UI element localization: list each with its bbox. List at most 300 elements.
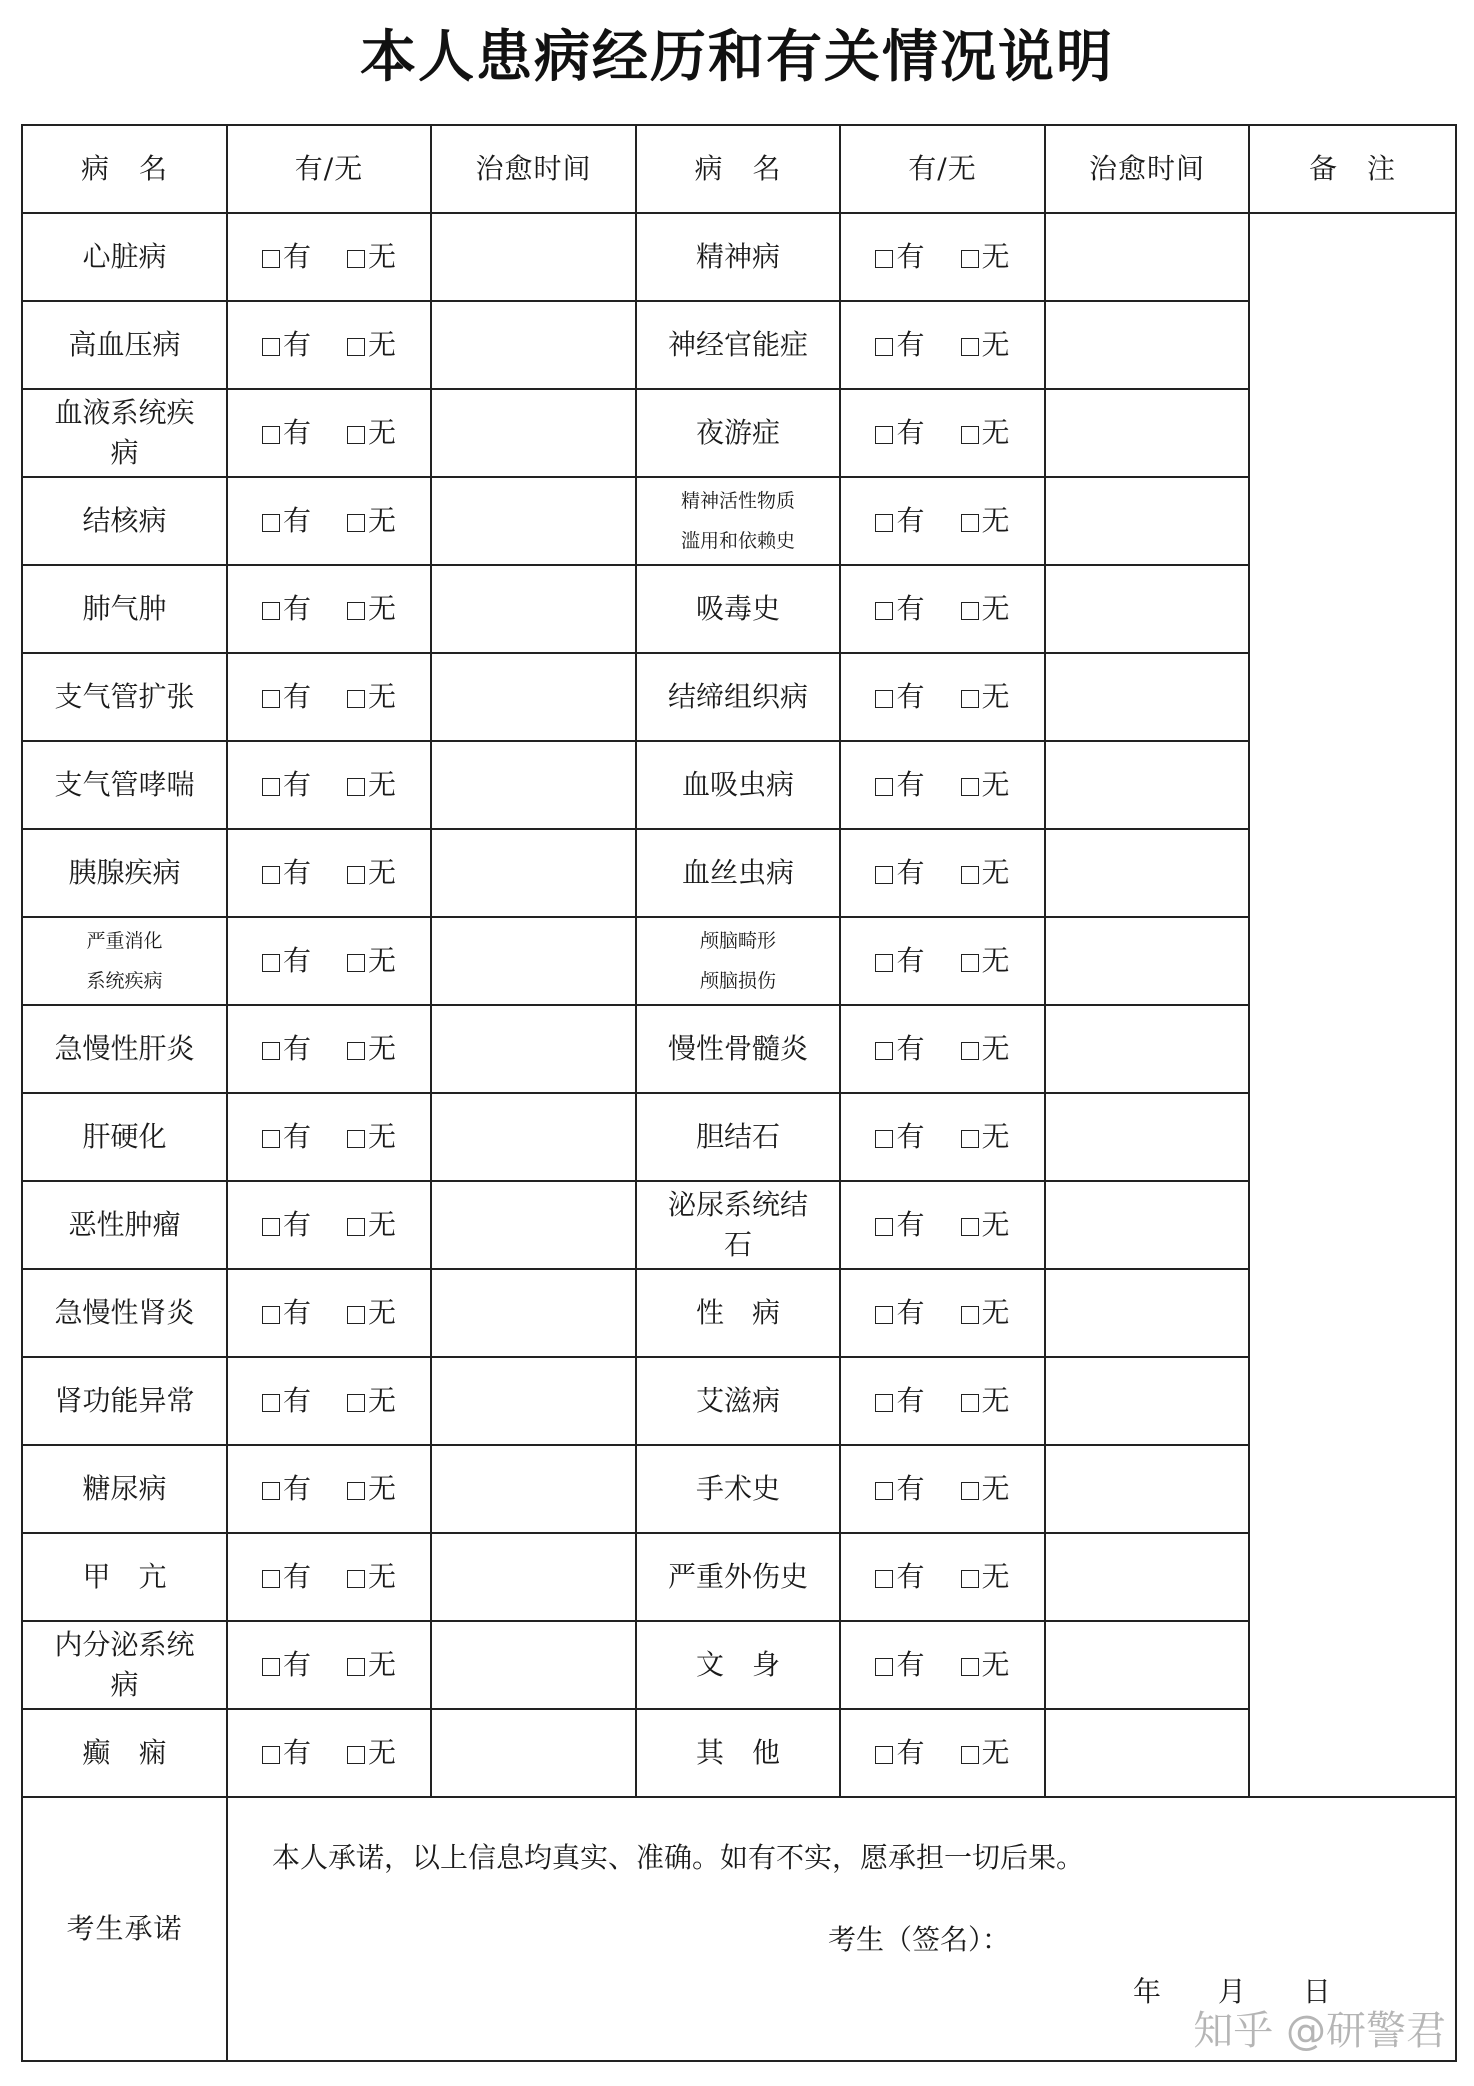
table-row [22, 829, 1456, 917]
disease-name-cell [636, 1709, 840, 1797]
option-no[interactable] [961, 325, 1010, 365]
checkbox-yes[interactable] [262, 426, 280, 444]
checkbox-no[interactable] [347, 690, 365, 708]
checkbox-no[interactable] [961, 1042, 979, 1060]
checkbox-yes[interactable] [875, 602, 893, 620]
disease-name: 恶性肿瘤 [68, 1208, 181, 1241]
disease-name-cell [636, 213, 840, 301]
checkbox-yes[interactable] [875, 1218, 893, 1236]
yes-no-cell [840, 1445, 1045, 1533]
table-row [22, 1709, 1456, 1797]
checkbox-no[interactable] [961, 514, 979, 532]
form-title: 本人患病经历和有关情况说明 [360, 25, 1114, 90]
option-no[interactable] [347, 1117, 396, 1157]
cure-time-cell[interactable] [431, 1005, 636, 1093]
option-yes-label: 有 [896, 1472, 925, 1505]
option-no[interactable] [347, 237, 396, 277]
option-no[interactable] [961, 501, 1010, 541]
option-yes[interactable] [875, 1557, 924, 1597]
disease-name: 石 [723, 1228, 752, 1261]
option-yes[interactable] [262, 1029, 311, 1069]
option-yes[interactable] [875, 853, 924, 893]
checkbox-no[interactable] [347, 1130, 365, 1148]
option-yes[interactable] [875, 237, 924, 277]
option-yes[interactable] [875, 941, 924, 981]
option-no[interactable] [961, 1293, 1010, 1333]
cure-time-cell[interactable] [1045, 1621, 1249, 1709]
cure-time-cell[interactable] [1045, 653, 1249, 741]
checkbox-no[interactable] [347, 514, 365, 532]
disease-name: 甲 亢 [82, 1560, 167, 1593]
option-yes-label: 有 [896, 768, 925, 801]
checkbox-yes[interactable] [875, 1130, 893, 1148]
checkbox-yes[interactable] [262, 1746, 280, 1764]
checkbox-yes[interactable] [875, 866, 893, 884]
yes-no-cell [227, 829, 431, 917]
option-no[interactable] [961, 237, 1010, 277]
checkbox-yes[interactable] [875, 250, 893, 268]
checkbox-no[interactable] [347, 602, 365, 620]
checkbox-no[interactable] [347, 1394, 365, 1412]
option-no-label: 无 [981, 944, 1010, 977]
option-no-label: 无 [981, 592, 1010, 625]
option-no[interactable] [961, 413, 1010, 453]
disease-name: 手术史 [695, 1472, 780, 1505]
yes-no-cell [227, 1621, 431, 1709]
notes-cell[interactable] [1249, 213, 1456, 1797]
option-yes[interactable] [875, 1645, 924, 1685]
cure-time-cell[interactable] [431, 213, 636, 301]
disease-name: 肺气肿 [82, 592, 167, 625]
checkbox-yes[interactable] [262, 1658, 280, 1676]
checkbox-yes[interactable] [875, 338, 893, 356]
option-yes[interactable] [875, 1733, 924, 1773]
option-yes[interactable] [875, 501, 924, 541]
option-no-label: 无 [368, 768, 397, 801]
option-yes[interactable] [262, 1293, 311, 1333]
checkbox-yes[interactable] [262, 250, 280, 268]
cure-time-cell[interactable] [431, 1445, 636, 1533]
option-yes[interactable] [262, 237, 311, 277]
cure-time-cell[interactable] [1045, 389, 1249, 477]
option-yes[interactable] [262, 1205, 311, 1245]
checkbox-no[interactable] [347, 1218, 365, 1236]
checkbox-yes[interactable] [875, 1042, 893, 1060]
option-no-label: 无 [981, 416, 1010, 449]
disease-name: 严重消化 [86, 930, 163, 952]
checkbox-no[interactable] [961, 1130, 979, 1148]
cure-time-cell[interactable] [431, 477, 636, 565]
cure-time-cell[interactable] [431, 829, 636, 917]
checkbox-yes[interactable] [875, 954, 893, 972]
option-yes[interactable] [262, 413, 311, 453]
checkbox-yes[interactable] [262, 514, 280, 532]
checkbox-no[interactable] [961, 1658, 979, 1676]
yes-no-cell [227, 213, 431, 301]
option-yes-label: 有 [282, 328, 311, 361]
option-yes-label: 有 [282, 1208, 311, 1241]
option-no-label: 无 [981, 328, 1010, 361]
option-yes[interactable] [875, 677, 924, 717]
option-no-label: 无 [981, 856, 1010, 889]
checkbox-no[interactable] [961, 1746, 979, 1764]
checkbox-no[interactable] [961, 250, 979, 268]
option-yes-label: 有 [282, 592, 311, 625]
disease-name-cell [636, 1357, 840, 1445]
cure-time-cell[interactable] [1045, 1269, 1249, 1357]
option-no[interactable] [347, 765, 396, 805]
checkbox-no[interactable] [961, 1218, 979, 1236]
table-row [22, 1621, 1456, 1709]
disease-name: 神经官能症 [667, 328, 808, 361]
disease-name-cell [22, 1093, 227, 1181]
option-yes[interactable] [262, 1645, 311, 1685]
option-no[interactable] [347, 1205, 396, 1245]
option-yes[interactable] [875, 1293, 924, 1333]
yes-no-cell [840, 301, 1045, 389]
disease-name-cell [636, 1181, 840, 1269]
disease-name-cell [22, 917, 227, 1005]
disease-name: 胆结石 [695, 1120, 780, 1153]
checkbox-no[interactable] [961, 426, 979, 444]
disease-name: 支气管哮喘 [54, 768, 195, 801]
option-yes[interactable] [875, 1381, 924, 1421]
table-row [22, 1445, 1456, 1533]
option-yes-label: 有 [896, 944, 925, 977]
option-yes[interactable] [262, 1117, 311, 1157]
cure-time-cell[interactable] [1045, 1357, 1249, 1445]
checkbox-yes[interactable] [262, 866, 280, 884]
checkbox-yes[interactable] [875, 690, 893, 708]
table-row [22, 741, 1456, 829]
disease-name-cell [22, 741, 227, 829]
option-no-label: 无 [981, 680, 1010, 713]
option-no[interactable] [961, 1645, 1010, 1685]
cure-time-cell[interactable] [1045, 1005, 1249, 1093]
option-no[interactable] [347, 1293, 396, 1333]
option-no-label: 无 [981, 1384, 1010, 1417]
disease-name: 滥用和依赖史 [680, 530, 795, 552]
option-yes[interactable] [262, 589, 311, 629]
option-no[interactable] [347, 589, 396, 629]
option-no-label: 无 [981, 1472, 1010, 1505]
disease-name: 性 病 [695, 1296, 780, 1329]
checkbox-no[interactable] [347, 1570, 365, 1588]
cure-time-cell[interactable] [1045, 301, 1249, 389]
disease-name-cell [22, 1445, 227, 1533]
table-row [22, 213, 1456, 301]
checkbox-yes[interactable] [875, 1482, 893, 1500]
header-yes-no-2: 有/无 [840, 125, 1045, 213]
disease-name: 肝硬化 [82, 1120, 167, 1153]
disease-name-cell [636, 389, 840, 477]
disease-name: 严重外伤史 [667, 1560, 808, 1593]
option-yes[interactable] [875, 1029, 924, 1069]
checkbox-yes[interactable] [875, 1658, 893, 1676]
checkbox-yes[interactable] [875, 426, 893, 444]
option-yes[interactable] [262, 1469, 311, 1509]
option-no[interactable] [961, 853, 1010, 893]
option-yes[interactable] [262, 1557, 311, 1597]
checkbox-yes[interactable] [262, 1482, 280, 1500]
disease-name: 颅脑畸形 [699, 930, 776, 952]
disease-name: 系统疾病 [86, 970, 163, 992]
cure-time-cell[interactable] [431, 1621, 636, 1709]
cure-time-cell[interactable] [1045, 1181, 1249, 1269]
checkbox-no[interactable] [347, 1482, 365, 1500]
yes-no-cell [840, 477, 1045, 565]
option-no[interactable] [347, 325, 396, 365]
option-yes[interactable] [875, 413, 924, 453]
checkbox-yes[interactable] [262, 338, 280, 356]
option-no[interactable] [961, 1469, 1010, 1509]
option-yes[interactable] [262, 501, 311, 541]
option-no-label: 无 [368, 680, 397, 713]
checkbox-yes[interactable] [875, 514, 893, 532]
disease-name-cell [22, 477, 227, 565]
yes-no-cell [227, 1533, 431, 1621]
option-no[interactable] [347, 413, 396, 453]
table-row [22, 1005, 1456, 1093]
option-no-label: 无 [368, 1296, 397, 1329]
cure-time-cell[interactable] [431, 653, 636, 741]
header-row [22, 125, 1456, 213]
checkbox-yes[interactable] [875, 1306, 893, 1324]
pledge-text: 本人承诺，以上信息均真实、准确。如有不实，愿承担一切后果。 [272, 1841, 1085, 1874]
cure-time-cell[interactable] [1045, 1533, 1249, 1621]
option-no[interactable] [961, 677, 1010, 717]
checkbox-yes[interactable] [262, 778, 280, 796]
checkbox-no[interactable] [961, 1482, 979, 1500]
disease-name: 夜游症 [695, 416, 780, 449]
checkbox-yes[interactable] [262, 1306, 280, 1324]
yes-no-cell [840, 1181, 1045, 1269]
disease-name: 结缔组织病 [667, 680, 808, 713]
yes-no-cell [840, 741, 1045, 829]
yes-no-cell [840, 1093, 1045, 1181]
option-no[interactable] [347, 1469, 396, 1509]
option-yes[interactable] [875, 1117, 924, 1157]
checkbox-no[interactable] [961, 1306, 979, 1324]
checkbox-no[interactable] [347, 866, 365, 884]
disease-name: 血吸虫病 [681, 768, 794, 801]
checkbox-yes[interactable] [875, 1746, 893, 1764]
option-no-label: 无 [368, 1648, 397, 1681]
cure-time-cell[interactable] [431, 1093, 636, 1181]
disease-name-cell [22, 653, 227, 741]
cure-time-cell[interactable] [1045, 1709, 1249, 1797]
option-yes-label: 有 [282, 1736, 311, 1769]
cure-time-cell[interactable] [431, 1357, 636, 1445]
checkbox-yes[interactable] [262, 602, 280, 620]
option-no[interactable] [347, 501, 396, 541]
checkbox-no[interactable] [347, 250, 365, 268]
checkbox-no[interactable] [961, 954, 979, 972]
option-no-label: 无 [981, 240, 1010, 273]
option-no[interactable] [961, 1557, 1010, 1597]
yes-no-cell [840, 917, 1045, 1005]
table-row [22, 653, 1456, 741]
checkbox-no[interactable] [961, 690, 979, 708]
option-no[interactable] [347, 1381, 396, 1421]
option-no-label: 无 [981, 1120, 1010, 1153]
checkbox-no[interactable] [347, 338, 365, 356]
checkbox-no[interactable] [347, 1306, 365, 1324]
cure-time-cell[interactable] [1045, 565, 1249, 653]
yes-no-cell [227, 389, 431, 477]
option-no[interactable] [961, 1117, 1010, 1157]
cure-time-cell[interactable] [1045, 741, 1249, 829]
yes-no-cell [227, 1445, 431, 1533]
table-row [22, 1269, 1456, 1357]
option-yes-label: 有 [896, 1208, 925, 1241]
date-day-label: 日 [1302, 1975, 1331, 2008]
cure-time-cell[interactable] [431, 741, 636, 829]
option-no[interactable] [347, 1557, 396, 1597]
option-no[interactable] [347, 853, 396, 893]
table-row [22, 1093, 1456, 1181]
option-no[interactable] [961, 941, 1010, 981]
checkbox-yes[interactable] [875, 1394, 893, 1412]
disease-name-cell [636, 1269, 840, 1357]
option-yes[interactable] [262, 1733, 311, 1773]
option-no[interactable] [347, 1645, 396, 1685]
checkbox-yes[interactable] [262, 1570, 280, 1588]
checkbox-yes[interactable] [262, 1130, 280, 1148]
disease-name: 精神病 [695, 240, 780, 273]
yes-no-cell [227, 477, 431, 565]
option-yes-label: 有 [896, 240, 925, 273]
disease-name-cell [636, 565, 840, 653]
option-yes[interactable] [262, 677, 311, 717]
option-yes-label: 有 [896, 680, 925, 713]
disease-name: 血丝虫病 [681, 856, 794, 889]
option-yes[interactable] [875, 1205, 924, 1245]
cure-time-cell[interactable] [1045, 829, 1249, 917]
option-no-label: 无 [981, 1648, 1010, 1681]
option-no[interactable] [961, 1205, 1010, 1245]
table-row [22, 565, 1456, 653]
option-yes-label: 有 [282, 1560, 311, 1593]
option-no[interactable] [961, 1381, 1010, 1421]
cure-time-cell[interactable] [431, 1181, 636, 1269]
option-yes[interactable] [875, 1469, 924, 1509]
cure-time-cell[interactable] [431, 1269, 636, 1357]
cure-time-cell[interactable] [431, 1533, 636, 1621]
cure-time-cell[interactable] [1045, 1445, 1249, 1533]
yes-no-cell [840, 1709, 1045, 1797]
option-no[interactable] [961, 1029, 1010, 1069]
disease-name: 精神活性物质 [680, 490, 795, 512]
signature-label[interactable]: 考生（签名）： [828, 1923, 1011, 1956]
checkbox-no[interactable] [347, 1658, 365, 1676]
option-yes-label: 有 [896, 1032, 925, 1065]
option-no[interactable] [347, 677, 396, 717]
yes-no-cell [227, 1093, 431, 1181]
option-yes[interactable] [262, 765, 311, 805]
disease-name: 内分泌系统 [54, 1628, 195, 1661]
option-yes[interactable] [262, 941, 311, 981]
yes-no-cell [840, 213, 1045, 301]
option-no[interactable] [961, 589, 1010, 629]
checkbox-no[interactable] [347, 426, 365, 444]
checkbox-no[interactable] [961, 866, 979, 884]
option-yes[interactable] [262, 325, 311, 365]
cure-time-cell[interactable] [431, 389, 636, 477]
cure-time-cell[interactable] [1045, 213, 1249, 301]
yes-no-cell [840, 565, 1045, 653]
checkbox-no[interactable] [961, 778, 979, 796]
option-no[interactable] [347, 1029, 396, 1069]
cure-time-cell[interactable] [1045, 917, 1249, 1005]
checkbox-yes[interactable] [262, 1394, 280, 1412]
disease-name: 高血压病 [68, 328, 181, 361]
disease-name-cell [22, 829, 227, 917]
checkbox-no[interactable] [347, 1746, 365, 1764]
option-yes-label: 有 [282, 504, 311, 537]
checkbox-yes[interactable] [875, 778, 893, 796]
cure-time-cell[interactable] [1045, 477, 1249, 565]
option-no-label: 无 [981, 1736, 1010, 1769]
option-yes[interactable] [262, 1381, 311, 1421]
yes-no-cell [227, 917, 431, 1005]
option-yes-label: 有 [282, 856, 311, 889]
checkbox-yes[interactable] [875, 1570, 893, 1588]
yes-no-cell [227, 1269, 431, 1357]
cure-time-cell[interactable] [431, 917, 636, 1005]
checkbox-no[interactable] [347, 778, 365, 796]
cure-time-cell[interactable] [431, 301, 636, 389]
option-yes-label: 有 [282, 416, 311, 449]
checkbox-yes[interactable] [262, 690, 280, 708]
checkbox-no[interactable] [347, 954, 365, 972]
yes-no-cell [840, 389, 1045, 477]
option-no[interactable] [347, 941, 396, 981]
disease-name-cell [22, 1533, 227, 1621]
cure-time-cell[interactable] [1045, 1093, 1249, 1181]
cure-time-cell[interactable] [431, 1709, 636, 1797]
disease-name: 糖尿病 [82, 1472, 167, 1505]
option-no[interactable] [961, 765, 1010, 805]
checkbox-no[interactable] [347, 1042, 365, 1060]
checkbox-yes[interactable] [262, 954, 280, 972]
option-no[interactable] [347, 1733, 396, 1773]
disease-name-cell [22, 1005, 227, 1093]
checkbox-no[interactable] [961, 602, 979, 620]
disease-name: 文 身 [695, 1648, 780, 1681]
checkbox-no[interactable] [961, 1570, 979, 1588]
checkbox-yes[interactable] [262, 1042, 280, 1060]
option-no-label: 无 [368, 592, 397, 625]
option-yes[interactable] [262, 853, 311, 893]
option-yes[interactable] [875, 765, 924, 805]
option-no-label: 无 [368, 504, 397, 537]
option-yes-label: 有 [282, 1384, 311, 1417]
option-yes-label: 有 [282, 944, 311, 977]
disease-name-cell [22, 213, 227, 301]
cure-time-cell[interactable] [431, 565, 636, 653]
disease-name: 吸毒史 [695, 592, 780, 625]
option-yes[interactable] [875, 589, 924, 629]
option-no[interactable] [961, 1733, 1010, 1773]
checkbox-yes[interactable] [262, 1218, 280, 1236]
option-yes[interactable] [875, 325, 924, 365]
checkbox-no[interactable] [961, 338, 979, 356]
disease-name: 泌尿系统结 [667, 1188, 808, 1221]
option-yes-label: 有 [282, 680, 311, 713]
option-yes-label: 有 [282, 1648, 311, 1681]
checkbox-no[interactable] [961, 1394, 979, 1412]
